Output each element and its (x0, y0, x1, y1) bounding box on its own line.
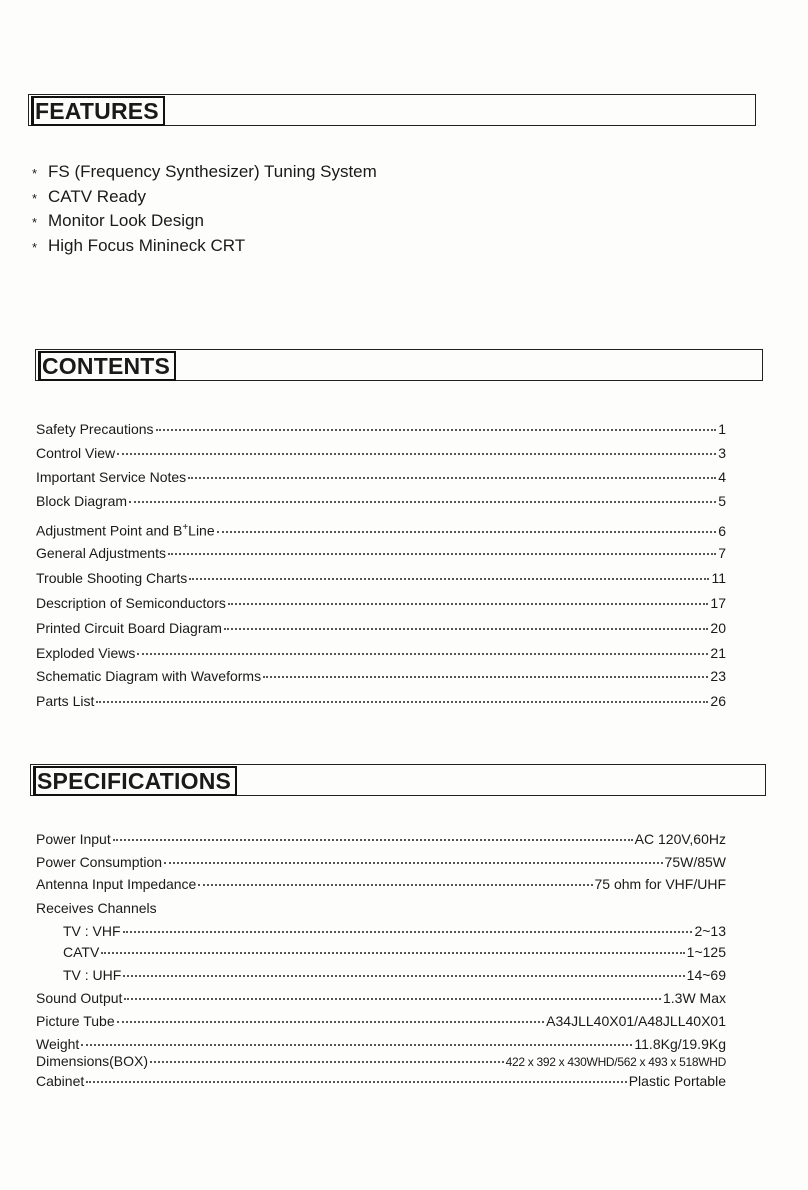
contents-header-box (35, 349, 763, 381)
dot-leader (86, 1081, 626, 1083)
spec-row: Weight 11.8Kg/19.9Kg (36, 1036, 726, 1052)
dot-leader (101, 952, 684, 954)
bullet-icon: * (32, 215, 38, 230)
dot-leader (263, 676, 708, 678)
toc-entry: Trouble Shooting Charts 11 (36, 570, 726, 586)
dot-leader (123, 931, 693, 933)
spec-row: Power Input AC 120V,60Hz (36, 831, 726, 847)
dot-leader (81, 1044, 632, 1046)
toc-entry: Printed Circuit Board Diagram 20 (36, 620, 726, 636)
dot-leader (113, 839, 633, 841)
dot-leader (150, 1061, 504, 1063)
toc-entry: Safety Precautions 1 (36, 421, 726, 437)
spec-row: TV : VHF 2~13 (63, 923, 726, 939)
dot-leader (189, 578, 709, 580)
spec-row: Picture Tube A34JLL40X01/A48JLL40X01 (36, 1013, 726, 1029)
dot-leader (224, 628, 708, 630)
dot-leader (124, 998, 661, 1000)
toc-entry: General Adjustments 7 (36, 545, 726, 561)
dot-leader (164, 862, 662, 864)
spec-row: Receives Channels (36, 900, 157, 916)
toc-entry: Control View 3 (36, 445, 726, 461)
dot-leader (129, 501, 716, 503)
feature-item: * CATV Ready (32, 185, 377, 210)
dot-leader (137, 653, 708, 655)
toc-entry: Description of Semiconductors 17 (36, 595, 726, 611)
toc-entry: Adjustment Point and B+Line 6 (36, 522, 726, 539)
spec-row: Dimensions(BOX) 422 x 392 x 430WHD/562 x 493 x 518WHD (36, 1053, 726, 1069)
toc-entry: Exploded Views 21 (36, 645, 726, 661)
specifications-header-box (30, 764, 766, 796)
feature-item: * High Focus Minineck CRT (32, 234, 377, 259)
dot-leader (198, 884, 592, 886)
feature-item: * FS (Frequency Synthesizer) Tuning System (32, 160, 377, 185)
dot-leader (123, 975, 684, 977)
toc-entry: Block Diagram 5 (36, 493, 726, 509)
features-list (32, 160, 377, 258)
spec-row: Sound Output 1.3W Max (36, 990, 726, 1006)
dot-leader (228, 603, 709, 605)
spec-row: CATV 1~125 (63, 944, 726, 960)
bullet-icon: * (32, 190, 38, 206)
toc-entry: Parts List 26 (36, 693, 726, 709)
contents-heading: CONTENTS (38, 351, 176, 381)
dot-leader (117, 453, 716, 455)
bullet-icon: * (32, 239, 38, 255)
spec-row: TV : UHF 14~69 (63, 967, 726, 983)
features-heading: FEATURES (31, 96, 165, 126)
bullet-icon: * (32, 166, 38, 181)
dot-leader (117, 1021, 545, 1023)
toc-entry: Important Service Notes 4 (36, 469, 726, 485)
features-header-box (28, 94, 756, 126)
specifications-heading: SPECIFICATIONS (33, 766, 237, 796)
spec-row: Cabinet Plastic Portable (36, 1073, 726, 1089)
dot-leader (168, 553, 716, 555)
feature-item: * Monitor Look Design (32, 209, 377, 234)
dot-leader (156, 429, 717, 431)
toc-entry: Schematic Diagram with Waveforms 23 (36, 668, 726, 684)
dot-leader (217, 531, 717, 533)
dot-leader (96, 701, 708, 703)
spec-row: Antenna Input Impedance 75 ohm for VHF/UHF (36, 876, 726, 892)
dot-leader (188, 477, 716, 479)
spec-row: Power Consumption 75W/85W (36, 854, 726, 870)
